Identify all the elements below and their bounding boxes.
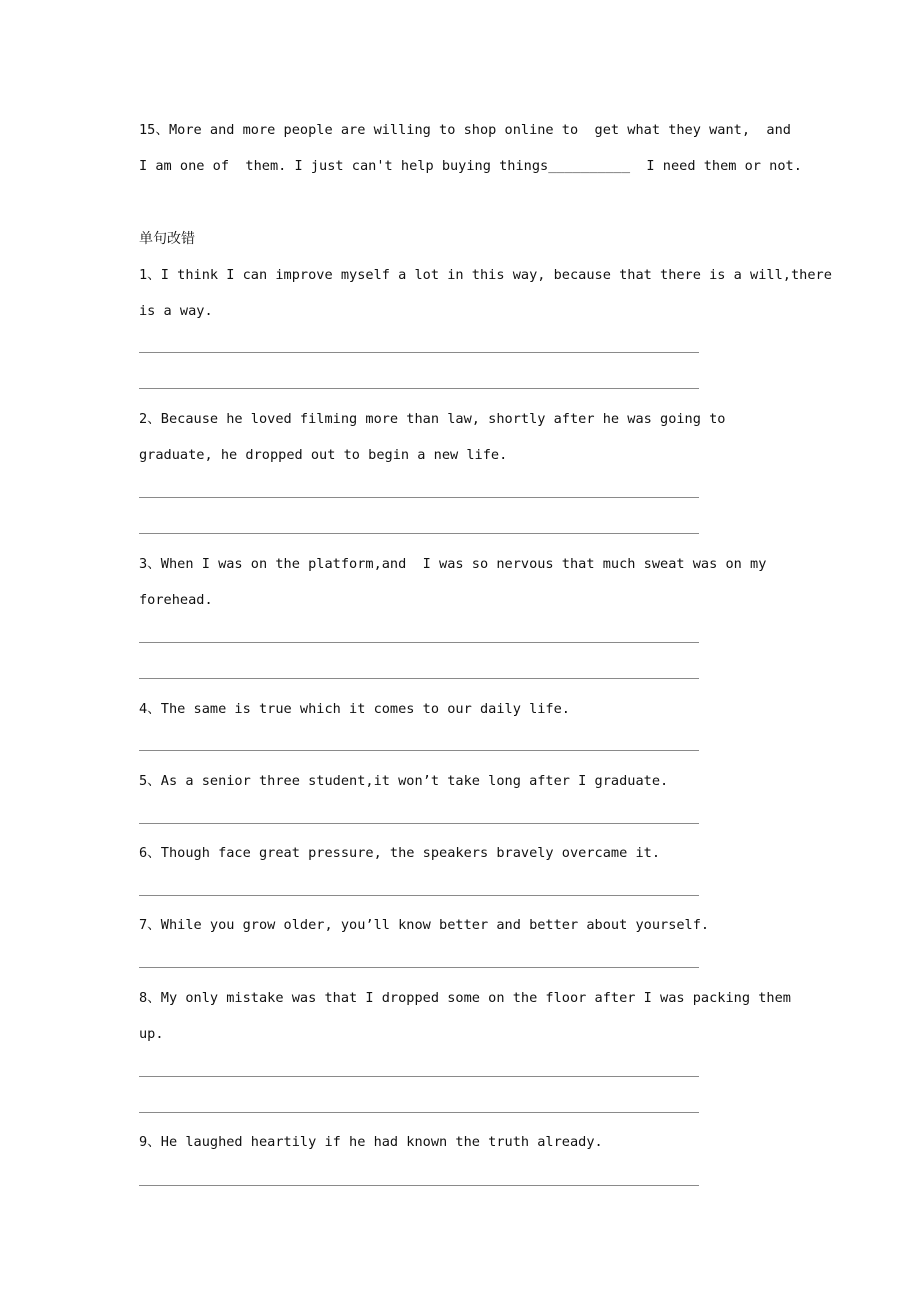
answer-line (139, 750, 699, 751)
answer-line (139, 497, 699, 498)
item-4-line-1: 4、The same is true which it comes to our daily life. (139, 701, 570, 717)
item-2-line-1: 2、Because he loved filming more than law, shortly after he was going to (139, 411, 726, 427)
section-title: 单句改错 (139, 231, 195, 247)
answer-line (139, 352, 699, 353)
answer-line (139, 1076, 699, 1077)
item-1-line-1: 1、I think I can improve myself a lot in this way, because that there is a will,there (139, 267, 832, 283)
answer-line (139, 895, 699, 896)
answer-line (139, 967, 699, 968)
item-3-line-2: forehead. (139, 592, 213, 608)
answer-line (139, 388, 699, 389)
answer-line (139, 823, 699, 824)
item-8-line-2: up. (139, 1026, 164, 1042)
item-6-line-1: 6、Though face great pressure, the speakers bravely overcame it. (139, 845, 661, 861)
answer-line (139, 678, 699, 679)
item-7-line-1: 7、While you grow older, you’ll know better and better about yourself. (139, 917, 710, 933)
answer-line (139, 533, 699, 534)
question-15-line-2: I am one of them. I just can't help buying things__________ I need them or not. (139, 158, 802, 174)
question-15-line-1: 15、More and more people are willing to shop online to get what they want, and (139, 122, 791, 138)
item-9-line-1: 9、He laughed heartily if he had known the truth already. (139, 1134, 603, 1150)
item-8-line-1: 8、My only mistake was that I dropped some on the floor after I was packing them (139, 990, 791, 1006)
item-2-line-2: graduate, he dropped out to begin a new life. (139, 447, 508, 463)
item-3-line-1: 3、When I was on the platform,and I was so nervous that much sweat was on my (139, 556, 767, 572)
answer-line (139, 642, 699, 643)
answer-line (139, 1185, 699, 1186)
item-1-line-2: is a way. (139, 303, 213, 319)
answer-line (139, 1112, 699, 1113)
item-5-line-1: 5、As a senior three student,it won’t take long after I graduate. (139, 773, 669, 789)
